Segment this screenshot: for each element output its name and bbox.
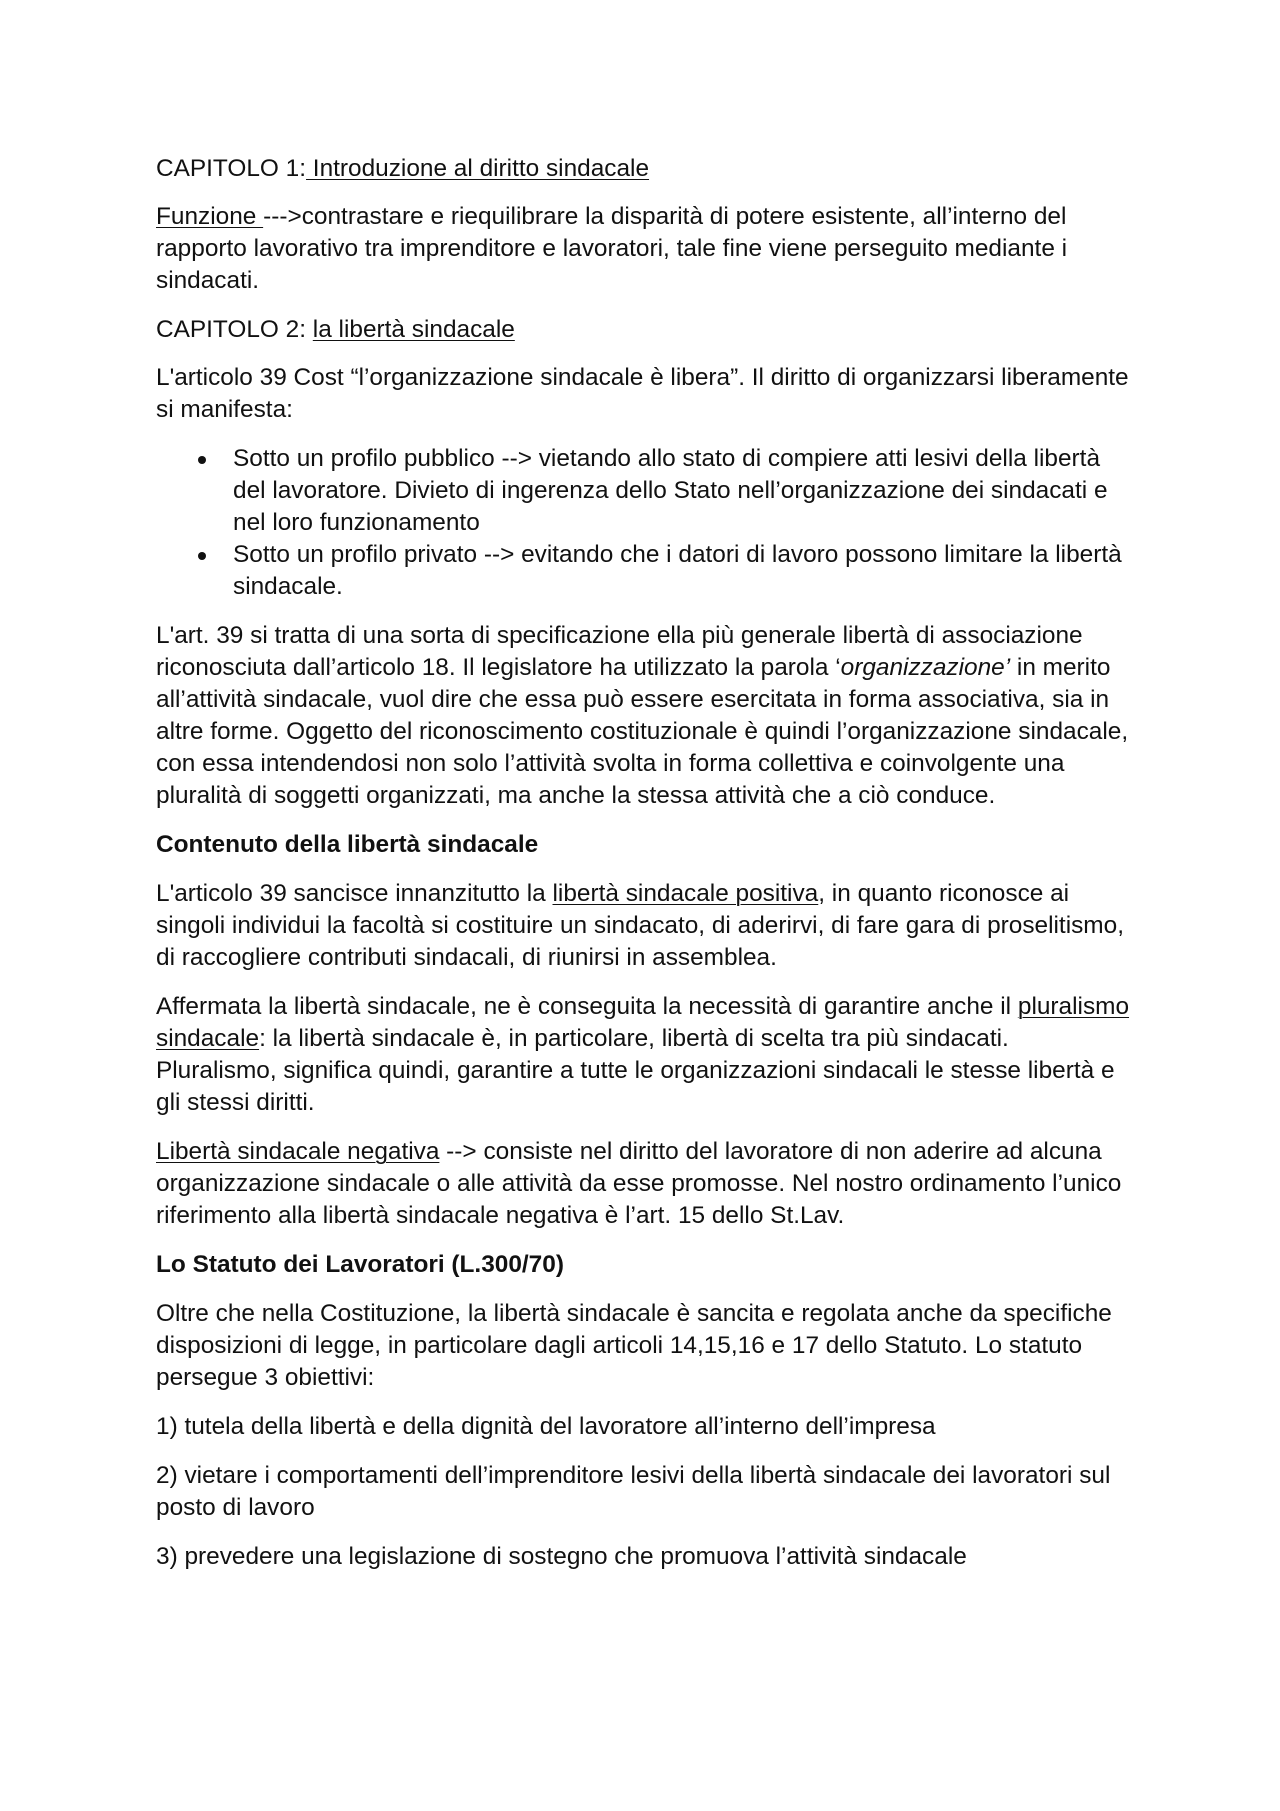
- pluralismo-underlined: pluralismo sindacale: [156, 993, 1130, 1052]
- obiettivo-item: 2) vietare i comportamenti dell’imprenditore lesivi della libertà sindacale dei lavoratori sul posto di lavoro: [156, 1462, 1111, 1521]
- chapter-1-heading: [156, 153, 1135, 185]
- chapter-1-prefix: CAPITOLO 1:: [156, 155, 307, 182]
- funzione-paragraph: [156, 201, 1135, 297]
- art39-paragraph: [156, 620, 1135, 812]
- art39-text-before: L'art. 39 si tratta di una sorta di specificazione ella più generale libertà di associazione riconosciuta dall’articolo 18. Il legislatore ha utilizzato la parola ‘: [156, 622, 1083, 681]
- obiettivo-item: 1) tutela della libertà e della dignità del lavoratore all’interno dell’impresa: [156, 1413, 936, 1440]
- chapter-1-title: Introduzione al diritto sindacale: [306, 155, 650, 182]
- obiettivo-item: 3) prevedere una legislazione di sostegno che promuova l’attività sindacale: [156, 1543, 967, 1570]
- section-heading-contenuto: Contenuto della libertà sindacale: [156, 831, 539, 858]
- art39-intro-paragraph: L'articolo 39 Cost “l’organizzazione sindacale è libera”. Il diritto di organizzarsi liberamente si manifesta:: [156, 364, 1129, 423]
- chapter-2-heading: [156, 314, 1135, 346]
- section-heading-statuto: Lo Statuto dei Lavoratori (L.300/70): [156, 1251, 564, 1278]
- bullet-icon: [198, 456, 206, 464]
- statuto-intro-paragraph: Oltre che nella Costituzione, la libertà sindacale è sancita e regolata anche da specifiche disposizioni di legge, in particolare dagli articoli 14,15,16 e 17 dello Statuto. Lo statuto persegue 3 obiettivi:: [156, 1300, 1112, 1391]
- art39-text-after: in merito all’attività sindacale, vuol dire che essa può essere esercitata in forma associativa, sia in altre forme. Oggetto del riconoscimento costituzionale è quindi l’organizzazione sindacale, con essa intendendosi non solo l’attività svolta in forma collettiva e coinvolgente una pluralità di soggetti organizzati, ma anche la stessa attività che a ciò conduce.: [156, 654, 1129, 809]
- art39-italic-word: organizzazione’: [840, 654, 1011, 681]
- chapter-2-prefix: CAPITOLO 2:: [156, 316, 313, 343]
- negativa-underlined: Libertà sindacale negativa: [156, 1138, 440, 1165]
- pluralismo-text-after: : la libertà sindacale è, in particolare, libertà di scelta tra più sindacati. Pluralismo, significa quindi, garantire a tutte le organizzazioni sindacali le stesse libertà e gli stessi diritti.: [156, 1025, 1115, 1116]
- pluralismo-paragraph: [156, 991, 1135, 1119]
- funzione-text: --->contrastare e riequilibrare la disparità di potere esistente, all’interno del rapporto lavorativo tra imprenditore e lavoratori, tale fine viene perseguito mediante i sindacati.: [156, 203, 1068, 294]
- list-item: [156, 443, 1135, 539]
- funzione-label: Funzione: [156, 203, 264, 230]
- list-item: [156, 539, 1135, 603]
- negativa-text-after: --> consiste nel diritto del lavoratore di non aderire ad alcuna organizzazione sindacale o alle attività da esse promosse. Nel nostro ordinamento l’unico riferimento alla libertà sindacale negativa è l’art. 15 dello St.Lav.: [156, 1138, 1122, 1229]
- positiva-text-after: , in quanto riconosce ai singoli individui la facoltà si costituire un sindacato, di aderirvi, di fare gara di proselitismo, di raccogliere contributi sindacali, di riunirsi in assemblea.: [156, 880, 1124, 971]
- negativa-paragraph: [156, 1136, 1135, 1232]
- bullet-list: [156, 443, 1135, 603]
- positiva-paragraph: [156, 878, 1135, 974]
- positiva-text-before: L'articolo 39 sancisce innanzitutto la: [156, 880, 553, 907]
- positiva-underlined: libertà sindacale positiva: [552, 880, 819, 907]
- list-item-text: Sotto un profilo pubblico --> vietando allo stato di compiere atti lesivi della libertà del lavoratore. Divieto di ingerenza dello Stato nell’organizzazione dei sindacati e nel loro funzionamento: [233, 445, 1108, 536]
- pluralismo-text-before: Affermata la libertà sindacale, ne è conseguita la necessità di garantire anche il: [156, 993, 1018, 1020]
- bullet-icon: [198, 552, 206, 560]
- chapter-2-title: la libertà sindacale: [312, 316, 515, 343]
- list-item-text: Sotto un profilo privato --> evitando che i datori di lavoro possono limitare la libertà sindacale.: [233, 541, 1122, 600]
